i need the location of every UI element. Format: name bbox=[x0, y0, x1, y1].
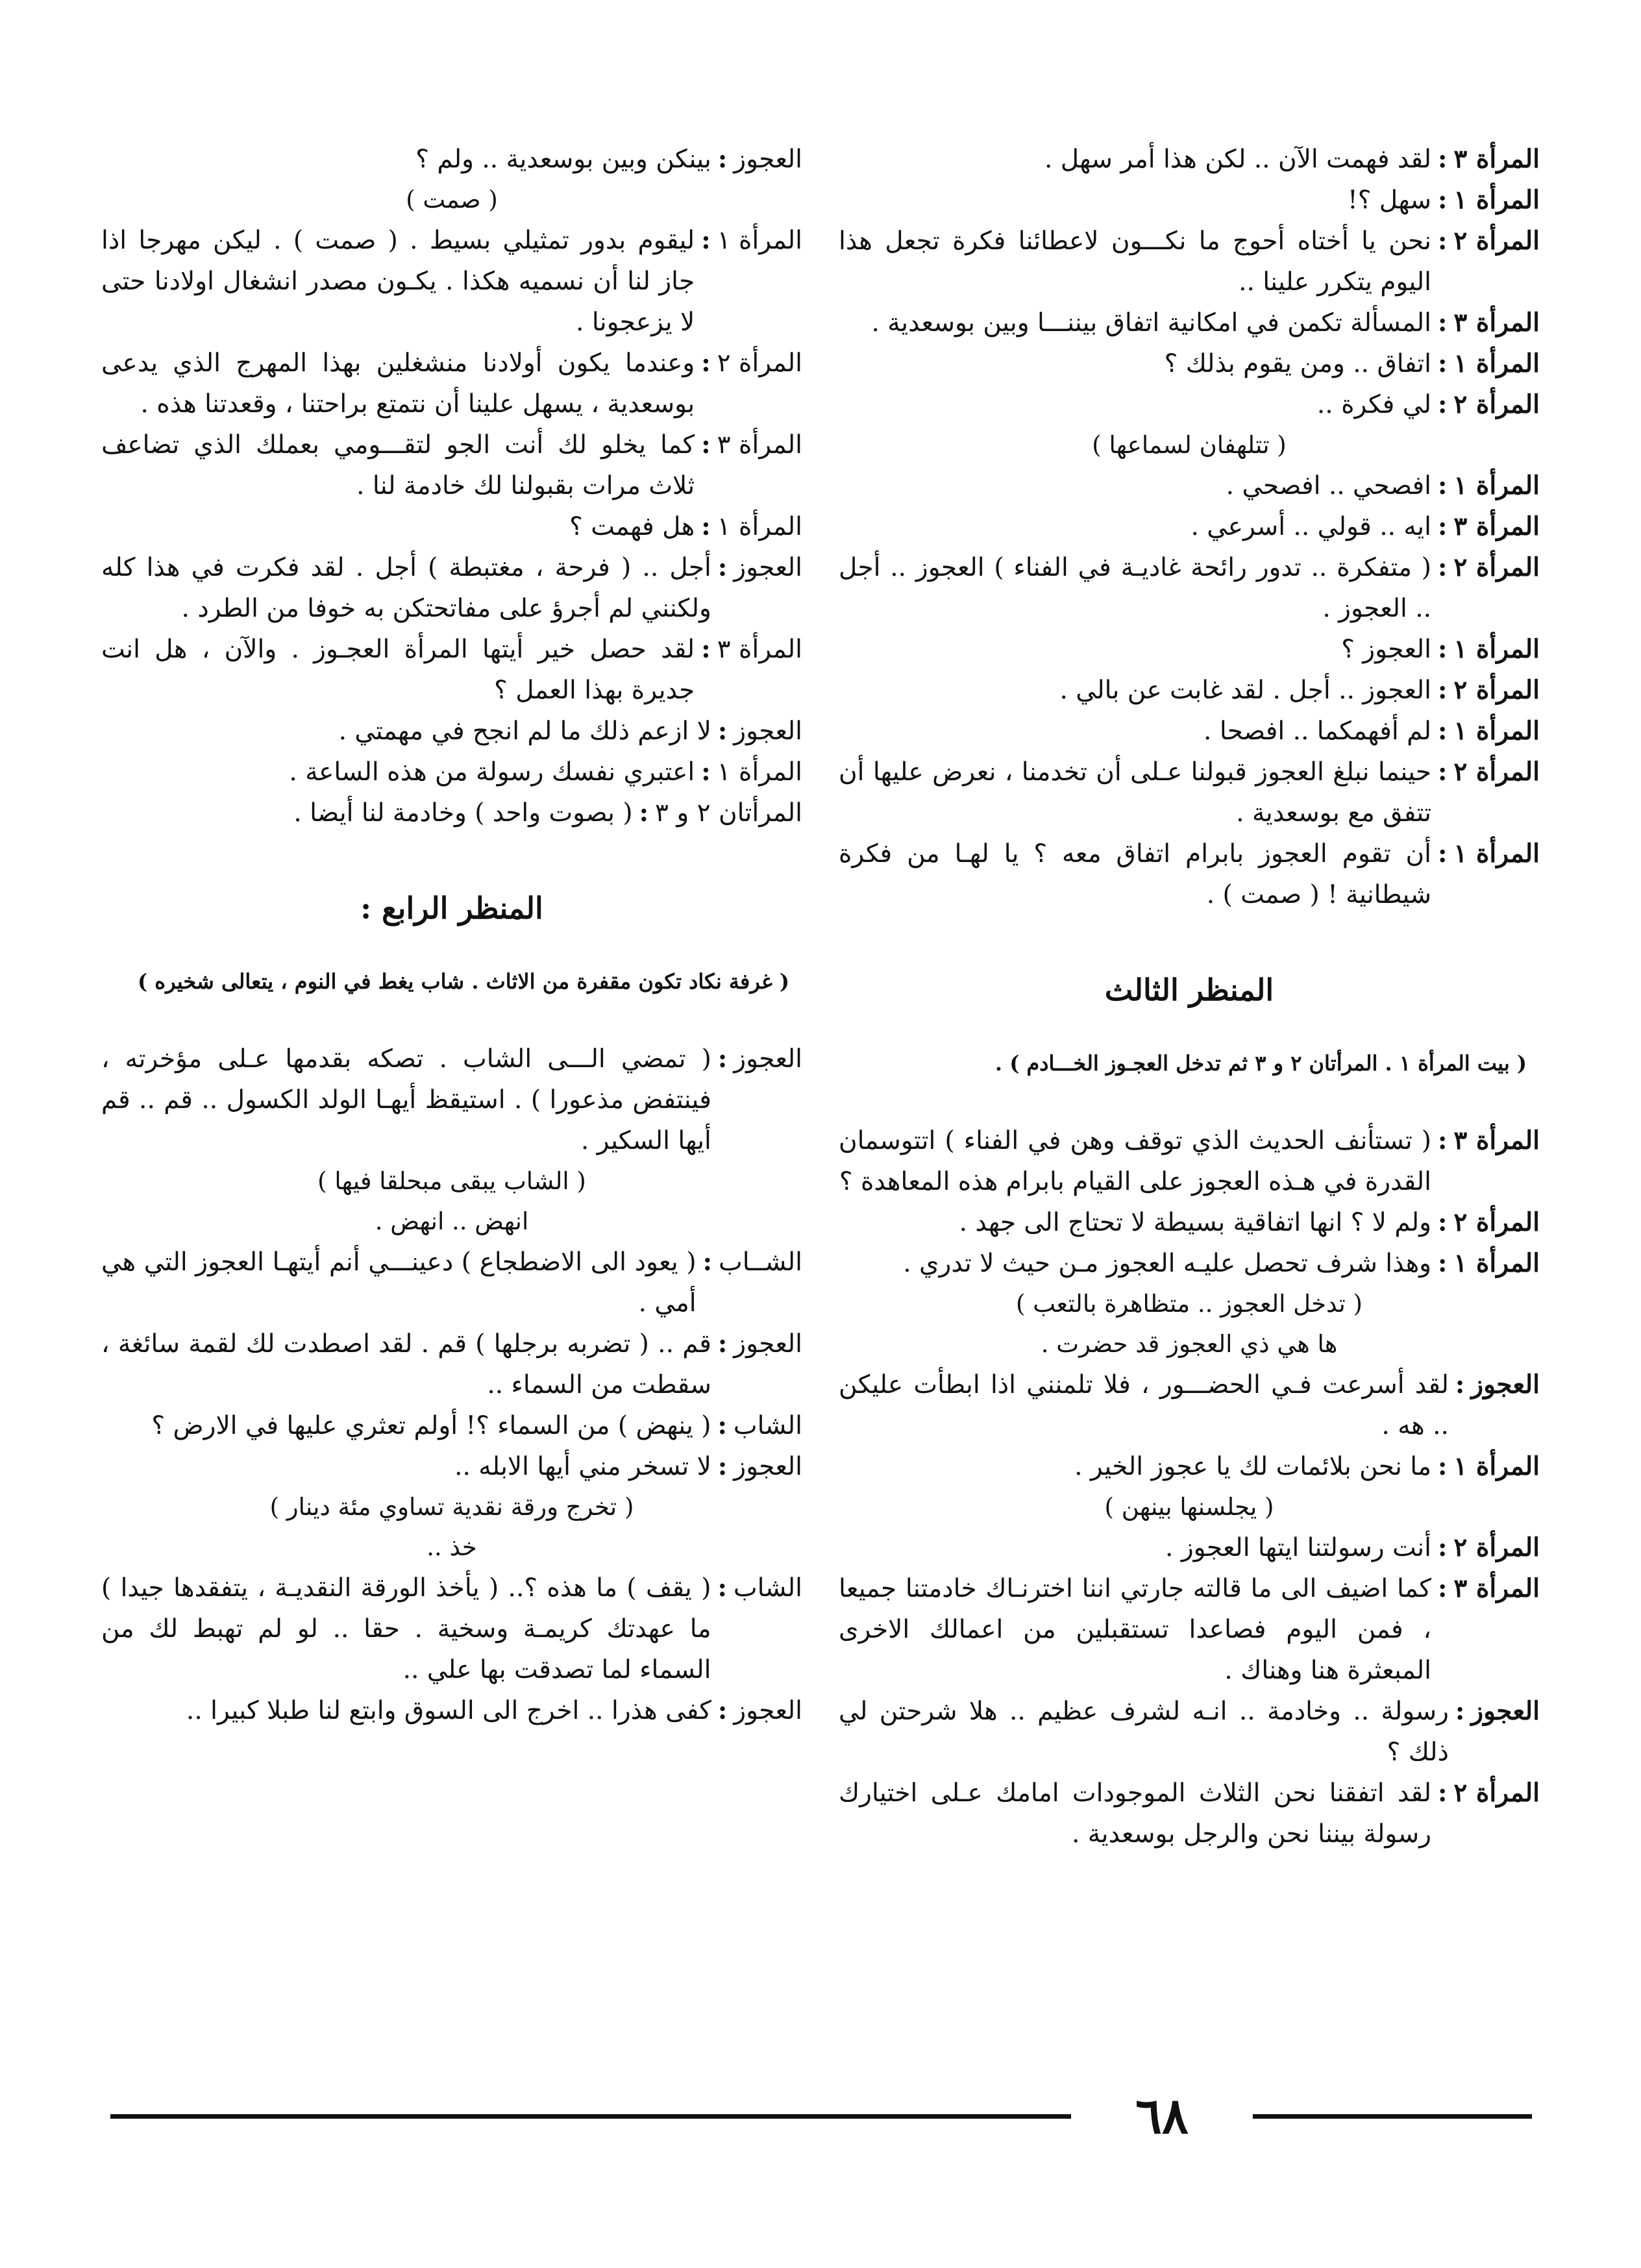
dialogue-text: لقد أسرعت فـي الحضـــور ، فلا تلمنني اذا ابطأت عليكن .. هه . bbox=[839, 1370, 1449, 1440]
dialogue-line bbox=[101, 793, 802, 833]
dialogue-line bbox=[839, 547, 1540, 629]
speaker-colon: : bbox=[717, 1573, 727, 1603]
right-column bbox=[839, 139, 1540, 1855]
dialogue-line bbox=[101, 1039, 802, 1161]
speaker-colon: : bbox=[1438, 757, 1448, 787]
footer-rule-left bbox=[110, 2114, 1071, 2119]
dialogue-line bbox=[101, 139, 802, 180]
speaker-colon: : bbox=[1438, 1451, 1448, 1481]
speaker-colon: : bbox=[717, 716, 728, 746]
speaker-name: المرأة ٢ bbox=[1453, 1778, 1540, 1808]
dialogue-line bbox=[839, 1527, 1540, 1568]
speaker-name: المرأة ٣ bbox=[1453, 1126, 1540, 1155]
speaker-colon: : bbox=[717, 144, 728, 174]
dialogue-text: لقد فهمت الآن .. لكن هذا أمر سهل . bbox=[1044, 145, 1431, 174]
dialogue-text: لقد اتفقنا نحن الثلاث الموجودات امامك عـلى اختيارك رسولة بيننا نحن والرجل بوسعدية . bbox=[839, 1779, 1431, 1849]
speaker-name: المرأة ٣ bbox=[717, 635, 802, 664]
dialogue-text: قم .. ( تضربه برجلها ) قم . لقد اصطدت لك لقمة سائغة ، سقطت من السماء .. bbox=[101, 1329, 711, 1399]
dialogue-line bbox=[839, 629, 1540, 670]
speaker-name: المرأتان ٢ و ٣ bbox=[655, 798, 802, 828]
speaker-name: المرأة ١ bbox=[1453, 839, 1540, 869]
speaker-name: المرأة ٢ bbox=[1453, 1533, 1540, 1562]
speaker-colon: : bbox=[717, 1695, 728, 1725]
dialogue-text: افصحي .. افصحي . bbox=[1226, 471, 1431, 500]
speaker-name: المرأة ١ bbox=[1453, 716, 1540, 746]
speaker-colon: : bbox=[702, 1247, 713, 1277]
stage-direction: ( يجلسنها بينهن ) bbox=[1104, 1493, 1274, 1521]
dialogue-text: أن تقوم العجوز بابرام اتفاق معه ؟ يا لهـا من فكرة شيطانية ! ( صمت ) . bbox=[839, 839, 1431, 909]
speaker-name: المرأة ١ bbox=[717, 758, 802, 787]
dialogue-line bbox=[839, 670, 1540, 711]
dialogue-line bbox=[839, 1120, 1540, 1202]
page-number: ٦٨ bbox=[1135, 2087, 1189, 2145]
speaker-name: العجوز bbox=[734, 1696, 802, 1725]
speaker-colon: : bbox=[1438, 1248, 1448, 1278]
dialogue-text: لا ازعم ذلك ما لم انجح في مهمتي . bbox=[338, 717, 711, 746]
dialogue-text: كما يخلو لك أنت الجو لتقـــومي بعملك الذي تضاعف ثلاث مرات بقبولنا لك خادمة لنا . bbox=[101, 430, 695, 500]
speaker-name: المرأة ١ bbox=[1453, 349, 1540, 378]
speaker-name: المرأة ١ bbox=[717, 226, 802, 255]
scene-three-title: المنظر الثالث bbox=[1104, 972, 1274, 1007]
dialogue-text: بينكن وبين بوسعدية .. ولم ؟ bbox=[415, 145, 711, 174]
speaker-name: المرأة ٣ bbox=[1453, 308, 1540, 338]
speaker-colon: : bbox=[1438, 185, 1448, 215]
dialogue-text: ( يقف ) ما هذه ؟.. ( يأخذ الورقة النقديـة ، يتفقدها جيدا ) ما عهدتك كريمـة وسخية . حقا .. لو لم تهبط لك من السماء لما تصدقت بها علي .. bbox=[101, 1573, 711, 1684]
speaker-colon: : bbox=[1438, 471, 1448, 500]
speaker-name: المرأة ٣ bbox=[1453, 1573, 1540, 1603]
speaker-name: العجوز bbox=[734, 145, 802, 174]
speaker-name: المرأة ٣ bbox=[1453, 512, 1540, 541]
dialogue-text: أنت رسولتنا ايتها العجوز . bbox=[1165, 1533, 1431, 1562]
stage-direction: ( تدخل العجوز .. متظاهرة بالتعب ) bbox=[1016, 1290, 1363, 1318]
speaker-colon: : bbox=[1438, 716, 1448, 746]
scene-three-description: ( بيت المرأة ١ . المرأتان ٢ و ٣ ثم تدخل العجـوز الخـــادم ) . bbox=[994, 1051, 1527, 1076]
speaker-colon: : bbox=[717, 1411, 727, 1440]
dialogue-line bbox=[101, 1690, 802, 1731]
speaker-colon: : bbox=[717, 1329, 728, 1359]
dialogue-line bbox=[839, 139, 1540, 180]
speaker-colon: : bbox=[701, 225, 711, 255]
speaker-name: الشاب bbox=[733, 1411, 802, 1440]
dialogue-line bbox=[101, 220, 802, 343]
speaker-colon: : bbox=[1438, 226, 1448, 256]
dialogue-text: العجوز ؟ bbox=[1341, 635, 1431, 664]
right-dialogue-top bbox=[839, 139, 1540, 915]
dialogue-text: اتفاق .. ومن يقوم بذلك ؟ bbox=[1164, 349, 1431, 378]
speaker-name: المرأة ٣ bbox=[717, 430, 802, 460]
dialogue-text: لقد حصل خير أيتها المرأة العجـوز . والآن ، هل انت جديرة بهذا العمل ؟ bbox=[101, 635, 695, 705]
left-dialogue-top bbox=[101, 139, 802, 833]
dialogue-text: ما نحن بلائمات لك يا عجوز الخير . bbox=[1074, 1452, 1431, 1481]
dialogue-line bbox=[101, 1568, 802, 1690]
speaker-colon: : bbox=[701, 634, 711, 664]
dialogue-text: ليقوم بدور تمثيلي بسيط . ( صمت ) . ليكن مهرجا اذا جاز لنا أن نسميه هكذا . يكـون مصدر انشغال اولادنا حتى لا يزعجونا . bbox=[101, 226, 695, 337]
speaker-name: الشــاب bbox=[719, 1248, 802, 1277]
dialogue-line bbox=[101, 1242, 802, 1324]
speaker-name: المرأة ٢ bbox=[717, 349, 802, 378]
speaker-colon: : bbox=[701, 512, 711, 541]
stage-direction: ها هي ذي العجوز قد حضرت . bbox=[1041, 1330, 1338, 1358]
speaker-name: العجوز bbox=[1471, 1696, 1540, 1726]
dialogue-text: لي فكرة .. bbox=[1316, 390, 1431, 419]
dialogue-text: كفى هذرا .. اخرج الى السوق وابتع لنا طبلا كبيرا .. bbox=[186, 1696, 711, 1725]
speaker-colon: : bbox=[1455, 1370, 1465, 1399]
dialogue-line bbox=[839, 1568, 1540, 1691]
dialogue-line bbox=[101, 425, 802, 506]
dialogue-line bbox=[101, 1405, 802, 1446]
speaker-colon: : bbox=[1438, 389, 1448, 419]
speaker-name: المرأة ١ bbox=[717, 512, 802, 541]
speaker-name: المرأة ٢ bbox=[1453, 552, 1540, 582]
dialogue-line bbox=[101, 547, 802, 629]
dialogue-text: ( تمضي الـــى الشاب . تصكه بقدمها عـلى مؤخرته ، فينتفض مذعورا ) . استيقظ أيهـا الولد الكسول .. قم .. قم أيها السكير . bbox=[101, 1044, 711, 1155]
dialogue-text: ( بصوت واحد ) وخادمة لنا أيضا . bbox=[293, 798, 633, 828]
stage-direction: ( الشاب يبقى مبحلقا فيها ) bbox=[317, 1167, 586, 1195]
dialogue-line bbox=[101, 1324, 802, 1405]
speaker-colon: : bbox=[1438, 144, 1448, 174]
speaker-colon: : bbox=[1438, 1207, 1448, 1237]
dialogue-line bbox=[101, 629, 802, 711]
dialogue-line bbox=[839, 465, 1540, 506]
speaker-colon: : bbox=[701, 757, 711, 787]
speaker-colon: : bbox=[1438, 634, 1448, 664]
right-dialogue-bottom bbox=[839, 1120, 1540, 1855]
speaker-name: العجوز bbox=[1471, 1370, 1540, 1399]
speaker-colon: : bbox=[701, 348, 711, 378]
speaker-colon: : bbox=[1438, 1778, 1448, 1808]
speaker-colon: : bbox=[1438, 308, 1448, 338]
speaker-name: العجوز bbox=[734, 1452, 802, 1481]
dialogue-text: وعندما يكون أولادنا منشغلين بهذا المهرج الذي يدعى بوسعدية ، يسهل علينا أن نتمتع براحتنا ، وقعدتنا هذه . bbox=[101, 349, 695, 419]
dialogue-text: المسألة تكمن في امكانية اتفاق بيننـــا وبين بوسعدية . bbox=[871, 308, 1431, 338]
scene-four-description: ( غرفة نكاد تكون مقفرة من الاثاث . شاب يغط في النوم ، يتعالى شخيره ) bbox=[138, 969, 789, 994]
speaker-name: الشاب bbox=[733, 1573, 802, 1603]
dialogue-line bbox=[101, 506, 802, 547]
speaker-name: المرأة ١ bbox=[1453, 185, 1540, 215]
dialogue-text: ( متفكرة .. تدور رائحة غاديـة في الفناء ) العجوز .. أجل .. العجوز . bbox=[839, 553, 1431, 623]
speaker-colon: : bbox=[1438, 675, 1448, 705]
left-column bbox=[101, 139, 802, 1731]
speaker-colon: : bbox=[1438, 1533, 1448, 1562]
dialogue-text: سهل ؟! bbox=[1348, 186, 1431, 215]
speaker-name: العجوز bbox=[734, 553, 802, 582]
dialogue-line bbox=[839, 1691, 1540, 1773]
speaker-name: المرأة ١ bbox=[1453, 634, 1540, 664]
dialogue-line bbox=[839, 384, 1540, 425]
left-dialogue-bottom bbox=[101, 1039, 802, 1731]
dialogue-line bbox=[839, 506, 1540, 547]
dialogue-text: لا تسخر مني أيها الابله .. bbox=[454, 1452, 711, 1481]
speaker-colon: : bbox=[717, 1451, 728, 1481]
dialogue-line bbox=[101, 1446, 802, 1487]
speaker-name: المرأة ٢ bbox=[1453, 1207, 1540, 1237]
speaker-name: المرأة ٢ bbox=[1453, 226, 1540, 256]
scene-four-title: المنظر الرابع : bbox=[360, 891, 543, 926]
dialogue-line bbox=[839, 1364, 1540, 1446]
stage-direction: خذ .. bbox=[426, 1533, 477, 1561]
dialogue-line bbox=[839, 1446, 1540, 1487]
dialogue-text: العجوز .. أجل . لقد غابت عن بالي . bbox=[1059, 676, 1431, 705]
stage-direction: ( صمت ) bbox=[406, 186, 498, 214]
speaker-name: العجوز bbox=[734, 1329, 802, 1359]
dialogue-line bbox=[839, 343, 1540, 384]
dialogue-text: وهذا شرف تحصل عليـه العجوز مـن حيث لا تدري . bbox=[903, 1249, 1431, 1278]
dialogue-text: ولم لا ؟ انها اتفاقية بسيطة لا تحتاج الى جهد . bbox=[959, 1208, 1431, 1237]
dialogue-line bbox=[839, 180, 1540, 221]
speaker-name: المرأة ٣ bbox=[1453, 144, 1540, 174]
dialogue-line bbox=[839, 1773, 1540, 1855]
dialogue-line bbox=[101, 752, 802, 793]
stage-direction: ( تتلهفان لسماعها ) bbox=[1092, 431, 1287, 459]
dialogue-text: رسولة .. وخادمة .. انـه لشرف عظيم .. هلا شرحتن لي ذلك ؟ bbox=[839, 1697, 1449, 1767]
dialogue-text: نحن يا أختاه أحوج ما نكـــون لاعطائنا فكرة تجعل هذا اليوم يتكرر علينا .. bbox=[839, 227, 1431, 297]
dialogue-line bbox=[839, 711, 1540, 752]
speaker-colon: : bbox=[1438, 512, 1448, 541]
speaker-name: المرأة ١ bbox=[1453, 471, 1540, 500]
dialogue-text: كما اضيف الى ما قالته جارتي اننا اخترنـاك خادمتنا جميعا ، فمن اليوم فصاعدا تستقبلين من اعمالك الاخرى المبعثرة هنا وهناك . bbox=[839, 1574, 1431, 1685]
speaker-colon: : bbox=[717, 1044, 728, 1074]
speaker-colon: : bbox=[1438, 839, 1448, 869]
speaker-name: العجوز bbox=[734, 1044, 802, 1074]
stage-direction: ( تخرج ورقة نقدية تساوي مئة دينار ) bbox=[269, 1493, 634, 1521]
speaker-name: المرأة ١ bbox=[1453, 1248, 1540, 1278]
speaker-name: المرأة ٢ bbox=[1453, 675, 1540, 705]
page-footer bbox=[0, 2087, 1641, 2152]
dialogue-text: هل فهمت ؟ bbox=[569, 512, 695, 541]
dialogue-line bbox=[839, 1243, 1540, 1284]
speaker-colon: : bbox=[1438, 349, 1448, 378]
dialogue-text: اعتبري نفسك رسولة من هذه الساعة . bbox=[289, 758, 695, 787]
dialogue-line bbox=[839, 221, 1540, 302]
dialogue-line bbox=[839, 833, 1540, 915]
dialogue-line bbox=[101, 343, 802, 425]
dialogue-line bbox=[839, 1202, 1540, 1243]
dialogue-text: لم أفهمكما .. افصحا . bbox=[1203, 717, 1431, 746]
speaker-name: المرأة ٢ bbox=[1453, 389, 1540, 419]
speaker-name: العجوز bbox=[734, 717, 802, 746]
stage-direction: انهض .. انهض . bbox=[375, 1207, 529, 1235]
speaker-colon: : bbox=[717, 552, 728, 582]
speaker-name: المرأة ١ bbox=[1453, 1451, 1540, 1481]
dialogue-text: ( يعود الى الاضطجاع ) دعينـــي أنم أيتهـا العجوز التي هي أمي . bbox=[101, 1248, 697, 1318]
dialogue-text: حينما نبلغ العجوز قبولنا عـلى أن تخدمنا ، نعرض عليها أن تتفق مع بوسعدية . bbox=[839, 758, 1431, 828]
speaker-name: المرأة ٢ bbox=[1453, 757, 1540, 787]
dialogue-text: ايه .. قولي .. أسرعي . bbox=[1191, 512, 1431, 541]
speaker-colon: : bbox=[1438, 1126, 1448, 1155]
speaker-colon: : bbox=[639, 798, 649, 828]
dialogue-text: أجل .. ( فرحة ، مغتبطة ) أجل . لقد فكرت في هذا كله ولكنني لم أجرؤ على مفاتحتكن به خوفا من الطرد . bbox=[101, 553, 711, 623]
dialogue-text: ( تستأنف الحديث الذي توقف وهن في الفناء ) اتتوسمان القدرة في هـذه العجوز على القيام بابرام هذه المعاهدة ؟ bbox=[839, 1126, 1431, 1196]
footer-rule-right bbox=[1253, 2114, 1532, 2119]
speaker-colon: : bbox=[1438, 552, 1448, 582]
dialogue-line bbox=[839, 302, 1540, 343]
dialogue-line bbox=[839, 752, 1540, 833]
dialogue-line bbox=[101, 711, 802, 752]
speaker-colon: : bbox=[701, 430, 711, 460]
dialogue-text: ( ينهض ) من السماء ؟! أولم تعثري عليها في الارض ؟ bbox=[151, 1411, 711, 1440]
speaker-colon: : bbox=[1438, 1573, 1448, 1603]
speaker-colon: : bbox=[1455, 1696, 1465, 1726]
